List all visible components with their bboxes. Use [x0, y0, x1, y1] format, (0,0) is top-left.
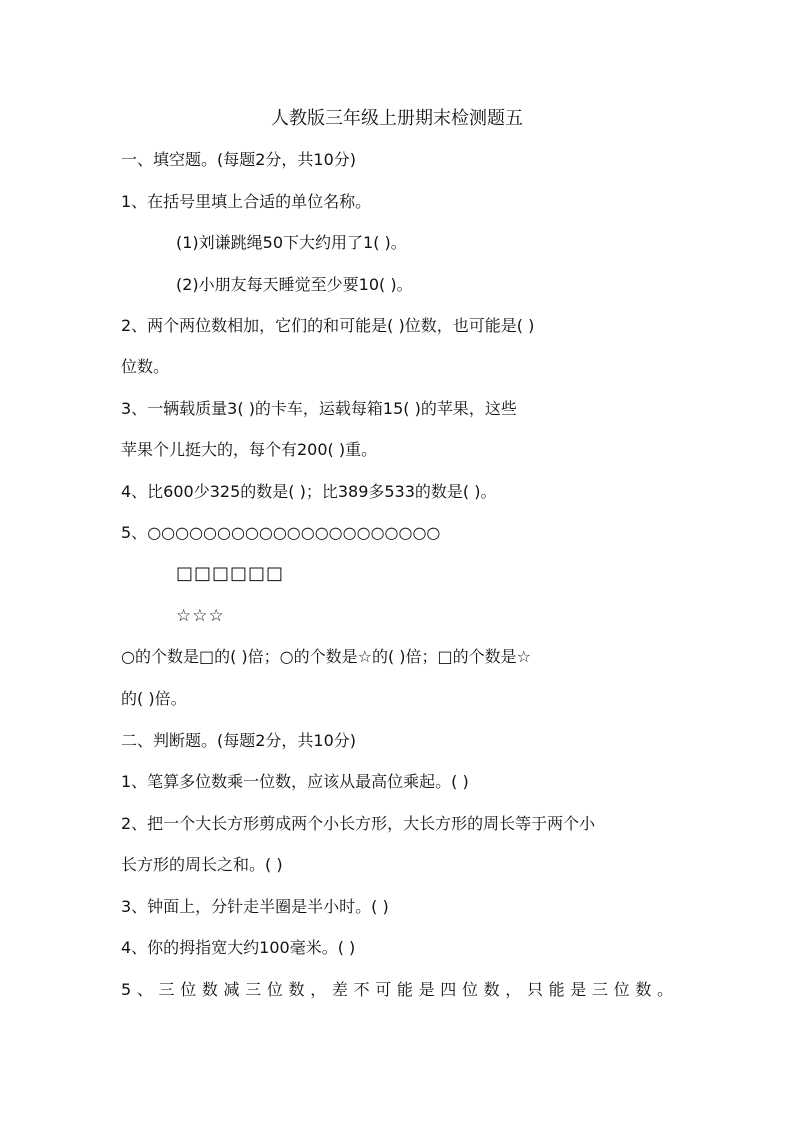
circle-shapes: ○○○○○○○○○○○○○○○○○○○○○ [147, 523, 441, 542]
section1-heading: 一、填空题。(每题2分，共10分) [121, 150, 357, 169]
fill-q5-label: 5、 [121, 523, 148, 542]
fill-q5-circles-row [121, 523, 440, 545]
fill-q3-line2: 苹果个儿挺大的，每个有200( )重。 [121, 440, 378, 459]
judge-q3: 3、钟面上，分针走半圈是半小时。( ) [121, 897, 389, 916]
judge-q2-line2: 长方形的周长之和。( ) [121, 855, 283, 874]
fill-q3-line1: 3、一辆载质量3( )的卡车，运载每箱15( )的苹果，这些 [121, 399, 517, 418]
section2-heading: 二、判断题。(每题2分，共10分) [121, 731, 357, 750]
judge-q4: 4、你的拇指宽大约100毫米。( ) [121, 938, 356, 957]
fill-q2-line1: 2、两个两位数相加，它们的和可能是( )位数，也可能是( ) [121, 316, 535, 335]
judge-q5: 5、三位数减三位数，差不可能是四位数，只能是三位数。 [121, 980, 673, 999]
fill-q4-text: 4、比600少325的数是( )；比389多533的数是( )。 [121, 482, 497, 501]
document-title: 人教版三年级上册期末检测题五 [271, 108, 523, 129]
judge-q2-line1: 2、把一个大长方形剪成两个小长方形，大长方形的周长等于两个小 [121, 814, 596, 833]
fill-q5-line1: ○的个数是□的( )倍；○的个数是☆的( )倍；□的个数是☆ [121, 647, 531, 666]
square-shapes: □□□□□□ [176, 563, 285, 584]
fill-q1-text: 1、在括号里填上合适的单位名称。 [121, 192, 372, 211]
fill-q2-line2: 位数。 [121, 357, 170, 376]
fill-q1-part-b: (2)小朋友每天睡觉至少要10( )。 [176, 275, 413, 294]
fill-q1-part-a: (1)刘谦跳绳50下大约用了1( )。 [176, 233, 407, 252]
fill-q5-line2: 的( )倍。 [121, 689, 187, 708]
star-shapes: ☆☆☆ [176, 606, 225, 626]
judge-q1: 1、笔算多位数乘一位数，应该从最高位乘起。( ) [121, 772, 469, 791]
